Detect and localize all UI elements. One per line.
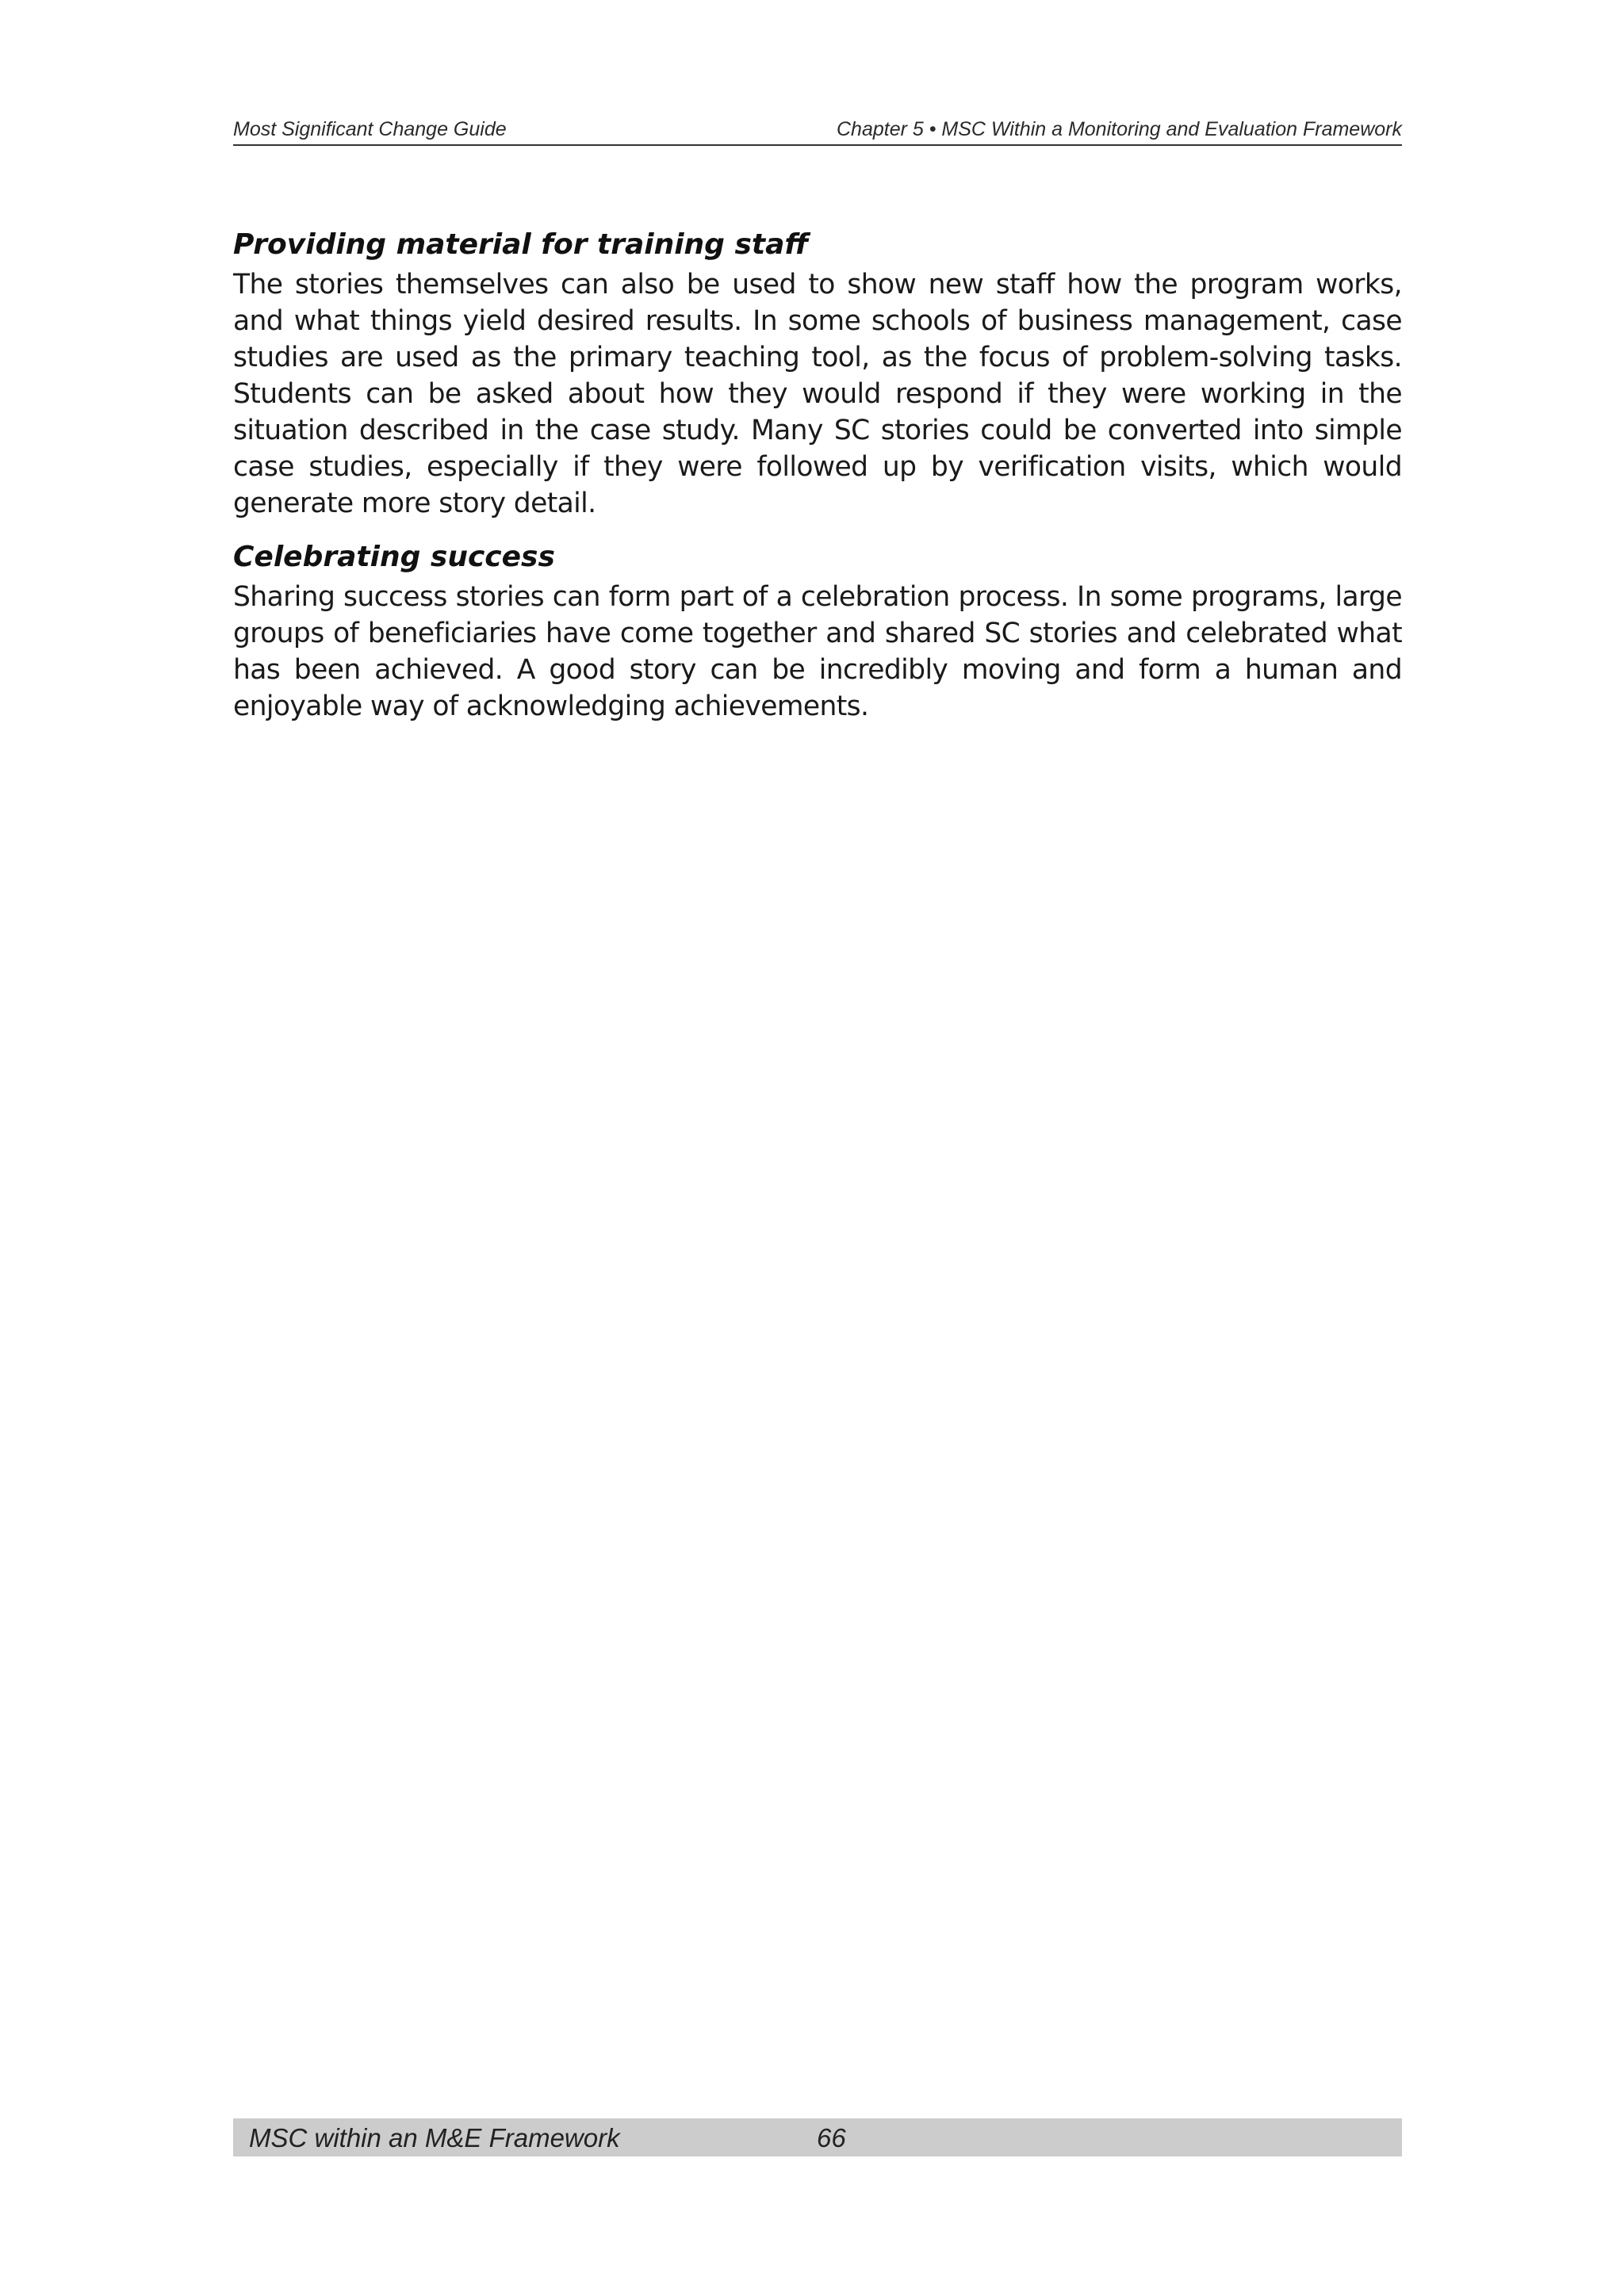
footer-section-title: MSC within an M&E Framework (249, 2123, 620, 2152)
page-number: 66 (817, 2123, 846, 2152)
section-training-staff (233, 227, 1402, 522)
section-paragraph: Sharing success stories can form part of a celebration process. In some programs, large groups of beneficiaries have come together and shared SC stories and celebrated what has been achieved. A good story can be incredibly moving and form a human and enjoyable way of acknowledging achievements. (233, 581, 1402, 722)
section-heading: Celebrating success (233, 541, 555, 573)
page-content (233, 227, 1402, 742)
section-paragraph: The stories themselves can also be used to show new staff how the program works, and what things yield desired results. In some schools of business management, case studies are used as the primary teaching tool, as the focus of problem-solving tasks. Students can be asked about how they would respond if they were working in the situation described in the case study. Many SC stories could be converted into simple case studies, especially if they were followed up by verification visits, which would generate more story detail. (233, 269, 1402, 519)
section-celebrating-success (233, 539, 1402, 725)
header-guide-title: Most Significant Change Guide (233, 118, 507, 140)
section-heading: Providing material for training staff (233, 228, 809, 261)
page-footer (233, 2118, 1402, 2156)
page-header (233, 113, 1402, 146)
header-chapter-title: Chapter 5 • MSC Within a Monitoring and Evaluation Framework (836, 118, 1402, 140)
